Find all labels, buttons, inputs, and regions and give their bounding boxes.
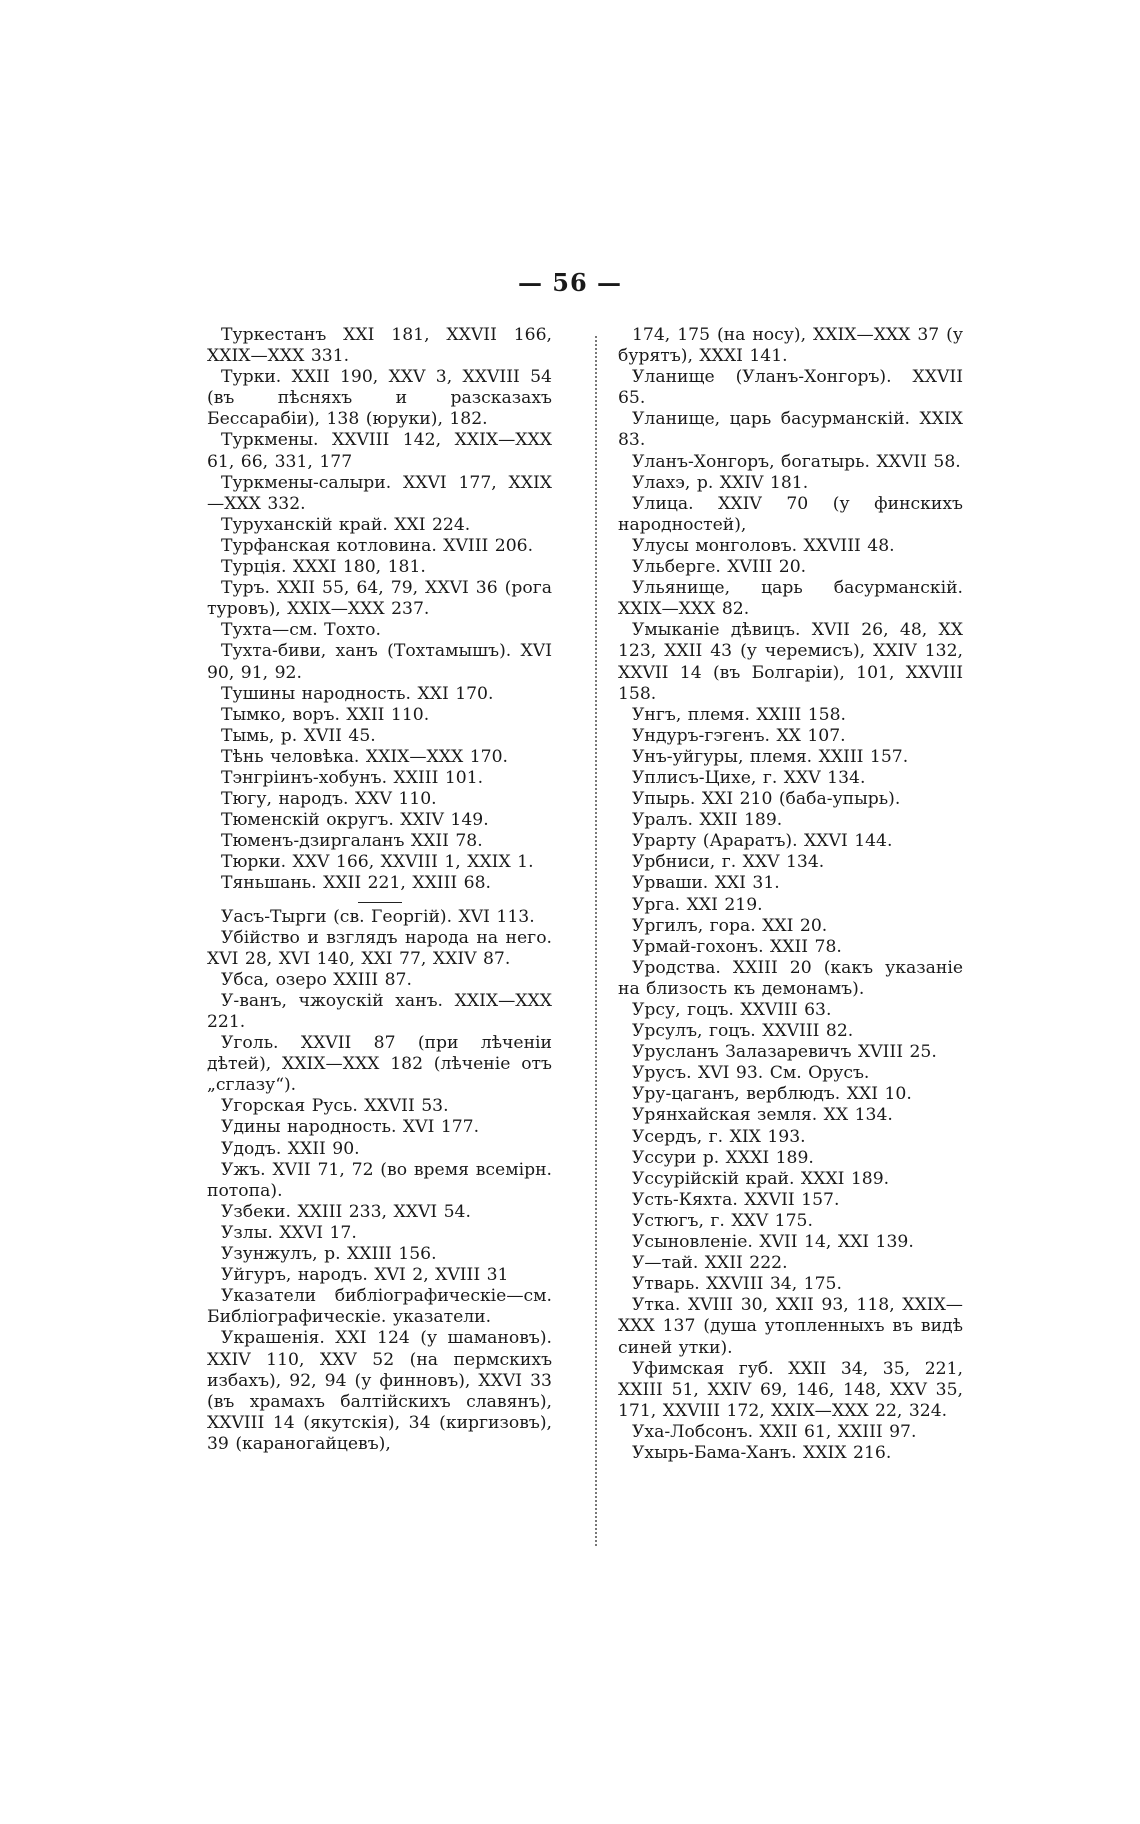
index-entry: Уланище, царь басурманскій. XXIX 83. xyxy=(618,409,963,451)
index-entry: Тымь, р. XVII 45. xyxy=(221,725,376,746)
column-divider xyxy=(595,336,597,1546)
index-entry: Угорская Русь. XXVII 53. xyxy=(221,1096,449,1117)
index-entry: Упырь. XXI 210 (баба-упырь). xyxy=(632,789,901,810)
index-entry: Унъ-уйгуры, племя. XXIII 157. xyxy=(632,746,909,767)
index-entry: Утка. XVIII 30, XXII 93, 118, XXIX—XXX 137 (душа утопленныхъ въ видѣ синей утки). xyxy=(618,1295,963,1358)
index-entry: Ургилъ, гора. XXI 20. xyxy=(632,915,828,936)
index-entry: Уруcланъ Залазаревичъ XVIII 25. xyxy=(632,1042,937,1063)
index-entry: Умыканіе дѣвицъ. XVII 26, 48, XX 123, XXII 43 (у черемисъ), XXIV 132, XXVII 14 (въ Болгаріи), 101, XXVIII 158. xyxy=(618,620,963,704)
left-entries-group-1 xyxy=(207,325,552,895)
index-entry: Урарту (Араратъ). XXVI 144. xyxy=(632,831,893,852)
right-column xyxy=(618,325,963,1464)
index-entry: Тюгу, народъ. XXV 110. xyxy=(221,789,437,810)
index-entry: Ужъ. XVII 71, 72 (во время всемірн. потопа). xyxy=(207,1159,552,1201)
index-entry: Ухырь-Бама-Ханъ. XXIX 216. xyxy=(632,1442,892,1463)
index-entry: Тюменскій округъ. XXIV 149. xyxy=(221,810,489,831)
index-entry: Уродства. XXIII 20 (какъ указаніе на близость къ демонамъ). xyxy=(618,957,963,999)
index-entry: Улусы монголовъ. XXVIII 48. xyxy=(632,535,895,556)
section-separator xyxy=(358,902,402,903)
index-entry: Узбеки. XXIII 233, XXVI 54. xyxy=(221,1201,471,1222)
index-entry: Уссури р. XXXI 189. xyxy=(632,1147,814,1168)
right-entries xyxy=(618,325,963,1464)
index-entry: Туруханскій край. XXI 224. xyxy=(221,514,471,535)
index-entry: Улахэ, р. XXIV 181. xyxy=(632,472,809,493)
index-entry: Уйгуръ, народъ. XVI 2, XVIII 31 xyxy=(221,1265,509,1286)
index-entry: Ундуръ-гэгенъ. XX 107. xyxy=(632,725,846,746)
index-entry: Усыновленіе. XVII 14, XXI 139. xyxy=(632,1232,914,1253)
index-entry: Уфимская губ. XXII 34, 35, 221, XXIII 51, XXIV 69, 146, 148, XXV 35, 171, XXVIII 172, XXIX—XXX 22, 324. xyxy=(618,1358,963,1421)
index-entry: Туркмены. XXVIII 142, XXIX—XXX 61, 66, 331, 177 xyxy=(207,430,552,472)
index-entry: Уголь. XXVII 87 (при лѣченіи дѣтей), XXIX—XXX 182 (лѣченіе отъ „сглазу“). xyxy=(207,1033,552,1096)
index-entry: Убса, озеро XXIII 87. xyxy=(221,969,412,990)
index-entry: Турки. XXII 190, XXV 3, XXVIII 54 (въ пѣсняхъ и разсказахъ Бессарабіи), 138 (юруки), 182. xyxy=(207,367,552,430)
index-entry: Урсу, гоцъ. XXVIII 63. xyxy=(632,1000,832,1020)
index-entry: Уссурійскій край. XXXI 189. xyxy=(632,1168,890,1189)
index-entry: Тэнгріинъ-хобунъ. XXIII 101. xyxy=(221,767,484,788)
index-entry: Турція. XXXI 180, 181. xyxy=(221,557,426,578)
index-entry: Убійство и взглядъ народа на него. XVI 28, XVI 140, XXI 77, XXIV 87. xyxy=(207,927,552,969)
index-entry: Уру-цаганъ, верблюдъ. XXI 10. xyxy=(632,1084,912,1105)
index-entry: Ульберге. XVIII 20. xyxy=(632,557,807,578)
index-entry: Урянхайская земля. XX 134. xyxy=(632,1105,893,1126)
left-column xyxy=(207,325,552,1455)
index-entry: Тюменъ-дзиргаланъ XXII 78. xyxy=(221,831,483,852)
index-entry: Уралъ. XXII 189. xyxy=(632,810,783,831)
index-entry: Усть-Кяхта. XXVII 157. xyxy=(632,1189,840,1210)
index-entry: Тюрки. XXV 166, XXVIII 1, XXIX 1. xyxy=(221,852,534,873)
index-entry: Уланъ-Хонгоръ, богатырь. XXVII 58. xyxy=(632,451,961,472)
index-entry: Тымко, воръ. XXII 110. xyxy=(221,704,430,725)
index-entry: Тухта-биви, ханъ (Тохтамышъ). XVI 90, 91, 92. xyxy=(207,641,552,683)
index-entry: Уплисъ-Цихе, г. XXV 134. xyxy=(632,767,866,788)
index-entry: Урваши. XXI 31. xyxy=(632,873,780,894)
index-entry: Тѣнь человѣка. XXIX—XXX 170. xyxy=(221,746,508,767)
index-entry: Урга. XXI 219. xyxy=(632,894,763,915)
index-entry: Устюгъ, г. XXV 175. xyxy=(632,1210,813,1231)
page-number: — 56 — xyxy=(517,268,623,297)
index-entry: Урмай-гохонъ. XXII 78. xyxy=(632,936,842,957)
index-entry: Уланище (Уланъ-Хонгоръ). XXVII 65. xyxy=(618,367,963,409)
index-entry: Утварь. XXVIII 34, 175. xyxy=(632,1274,842,1295)
index-entry: Усердъ, г. XIX 193. xyxy=(632,1126,806,1147)
index-entry: Урбниси, г. XXV 134. xyxy=(632,852,825,873)
index-entry: 174, 175 (на носу), XXIX—XXX 37 (у бурятъ), XXXI 141. xyxy=(618,325,963,367)
index-entry: Удодъ. XXII 90. xyxy=(221,1138,360,1159)
index-entry: Туръ. XXII 55, 64, 79, XXVI 36 (рога туровъ), XXIX—XXX 237. xyxy=(207,578,552,620)
index-entry: Уха-Лобсонъ. XXII 61, XXIII 97. xyxy=(632,1421,917,1442)
left-entries-group-2 xyxy=(207,907,552,1455)
index-entry: Ульянище, царь басурманскій. XXIX—XXX 82. xyxy=(618,578,963,620)
index-entry: Узлы. XXVI 17. xyxy=(221,1222,357,1243)
index-entry: Указатели библіографическіе—см. Библіографическіе. указатели. xyxy=(207,1286,552,1328)
index-entry: Удины народность. XVI 177. xyxy=(221,1117,480,1138)
index-entry: Турфанская котловина. XVIII 206. xyxy=(221,535,534,556)
index-entry: Украшенія. XXI 124 (у шамановъ). XXIV 110, XXV 52 (на пермскихъ избахъ), 92, 94 (у финновъ), XXVI 33 (въ храмахъ балтійскихъ славянъ), XXVIII 14 (якутскія), 34 (киргизовъ), 39 (караногайцевъ), xyxy=(207,1328,552,1454)
index-entry: У-ванъ, чжоускій ханъ. XXIX—XXX 221. xyxy=(207,990,552,1032)
index-entry: Урусъ. XVI 93. См. Орусъ. xyxy=(632,1063,870,1084)
index-entry: Урсулъ, гоцъ. XXVIII 82. xyxy=(632,1021,854,1042)
index-entry: У—тай. XXII 222. xyxy=(632,1253,788,1274)
index-entry: Туркмены-салыри. XXVI 177, XXIX—XXX 332. xyxy=(207,472,552,514)
index-entry: Тухта—см. Тохто. xyxy=(221,620,381,641)
index-entry: Узунжулъ, р. XXIII 156. xyxy=(221,1244,437,1265)
index-entry: Унгъ, племя. XXIII 158. xyxy=(632,704,847,725)
index-entry: Уасъ-Тырги (св. Георгій). XVI 113. xyxy=(221,906,535,927)
index-entry: Улица. XXIV 70 (у финскихъ народностей), xyxy=(618,493,963,535)
index-entry: Туркестанъ XXI 181, XXVII 166, XXIX—XXX 331. xyxy=(207,325,552,367)
index-entry: Тяньшань. XXII 221, XXIII 68. xyxy=(221,873,491,894)
index-entry: Тушины народность. XXI 170. xyxy=(221,683,494,704)
